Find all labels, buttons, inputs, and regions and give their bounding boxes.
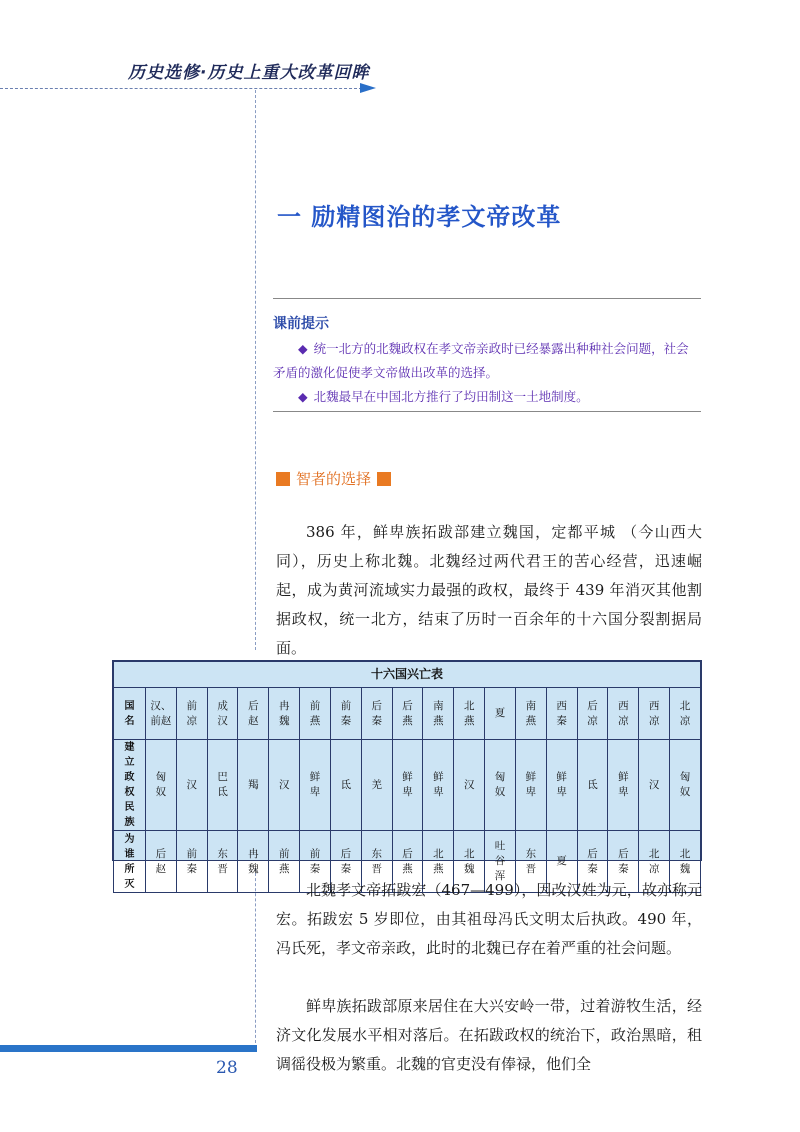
state-name-cell: 前 燕	[300, 688, 331, 740]
state-name-cell: 南 燕	[515, 688, 546, 740]
founding-people-cell: 巴 氐	[207, 740, 238, 831]
margin-divider-lower	[255, 868, 256, 1048]
square-bullet-icon	[276, 472, 290, 486]
state-name-cell: 前 凉	[176, 688, 207, 740]
state-name-cell: 北 燕	[454, 688, 485, 740]
table-row	[114, 740, 701, 831]
state-name-cell: 西 凉	[639, 688, 670, 740]
state-name-cell: 后 秦	[361, 688, 392, 740]
founding-people-cell: 氐	[330, 740, 361, 831]
book-header-title: 历史选修·历史上重大改革回眸	[128, 63, 370, 83]
state-name-cell: 前 秦	[330, 688, 361, 740]
destroyed-by-cell: 后 秦	[608, 831, 639, 893]
destroyed-by-cell: 北 燕	[423, 831, 454, 893]
destroyed-by-cell: 后 秦	[577, 831, 608, 893]
founding-people-cell: 鲜 卑	[392, 740, 423, 831]
table-grid	[113, 661, 701, 893]
state-name-cell: 汉、 前赵	[146, 688, 177, 740]
founding-people-cell: 鲜 卑	[608, 740, 639, 831]
body-paragraph: 鲜卑族拓跋部原来居住在大兴安岭一带，过着游牧生活，经济文化发展水平相对落后。在拓跋政权的统治下，政治黑暗，租调徭役极为繁重。北魏的官吏没有俸禄，他们全	[276, 997, 702, 1073]
founding-people-cell: 鲜 卑	[423, 740, 454, 831]
destroyed-by-cell: 前 燕	[269, 831, 300, 893]
founding-people-cell: 鲜 卑	[300, 740, 331, 831]
founding-people-cell: 汉	[269, 740, 300, 831]
page-number: 28	[216, 1058, 238, 1078]
tip-item	[273, 385, 701, 409]
founding-people-cell: 汉	[454, 740, 485, 831]
state-name-cell: 成 汉	[207, 688, 238, 740]
founding-people-cell: 匈 奴	[146, 740, 177, 831]
tip-text: 统一北方的北魏政权在孝文帝亲政时已经暴露出种种社会问题，社会矛盾的激化促使孝文帝做出改革的选择。	[273, 341, 689, 380]
destroyed-by-cell: 后 秦	[330, 831, 361, 893]
destroyed-by-cell: 北 魏	[454, 831, 485, 893]
destroyed-by-cell: 东 晋	[207, 831, 238, 893]
row-header-cell: 建 立 政 权 民 族	[114, 740, 146, 831]
lesson-title: 一 励精图治的孝文帝改革	[277, 203, 562, 231]
state-name-cell: 北 凉	[670, 688, 701, 740]
diamond-bullet-icon: ◆	[298, 341, 308, 356]
section-heading	[276, 468, 391, 489]
founding-people-cell: 鲜 卑	[546, 740, 577, 831]
sixteen-kingdoms-table	[112, 660, 702, 890]
row-header-cell: 国 名	[114, 688, 146, 740]
tips-title: 课前提示	[273, 316, 329, 332]
state-name-cell: 后 赵	[238, 688, 269, 740]
state-name-cell: 南 燕	[423, 688, 454, 740]
founding-people-cell: 鲜 卑	[515, 740, 546, 831]
destroyed-by-cell: 前 秦	[300, 831, 331, 893]
body-paragraph: 386 年，鲜卑族拓跋部建立魏国，定都平城 （今山西大同），历史上称北魏。北魏经过两代君王的苦心经营，迅速崛起，成为黄河流域实力最强的政权，最终于 439 年消灭其他割据政权，统一北方，结束了历时一百余年的十六国分裂割据局面。	[276, 523, 702, 657]
body-paragraph: 北魏孝文帝拓跋宏（467—499），因改汉姓为元，故亦称元宏。拓跋宏 5 岁即位，由其祖母冯氏文明太后执政。490 年，冯氏死，孝文帝亲政，此时的北魏已存在着严重的社会问题。	[276, 881, 702, 957]
founding-people-cell: 匈 奴	[485, 740, 516, 831]
state-name-cell: 夏	[485, 688, 516, 740]
section-title: 智者的选择	[296, 470, 372, 488]
state-name-cell: 西 凉	[608, 688, 639, 740]
founding-people-cell: 汉	[176, 740, 207, 831]
row-header-cell: 为 谁 所 灭	[114, 831, 146, 893]
founding-people-cell: 匈 奴	[670, 740, 701, 831]
destroyed-by-cell: 吐 谷 浑	[485, 831, 516, 893]
founding-people-cell: 羯	[238, 740, 269, 831]
destroyed-by-cell: 后 燕	[392, 831, 423, 893]
table-row	[114, 688, 701, 740]
footer-bar	[0, 1045, 257, 1052]
state-name-cell: 后 燕	[392, 688, 423, 740]
state-name-cell: 冉 魏	[269, 688, 300, 740]
tips-body	[273, 337, 701, 409]
destroyed-by-cell: 夏	[546, 831, 577, 893]
destroyed-by-cell: 东 晋	[361, 831, 392, 893]
state-name-cell: 后 凉	[577, 688, 608, 740]
destroyed-by-cell: 北 魏	[670, 831, 701, 893]
table-caption: 十六国兴亡表	[114, 662, 701, 688]
founding-people-cell: 羌	[361, 740, 392, 831]
header-arrow-icon	[360, 83, 376, 93]
destroyed-by-cell: 北 凉	[639, 831, 670, 893]
header-divider	[0, 88, 362, 89]
pre-class-tips	[273, 298, 701, 412]
destroyed-by-cell: 前 秦	[176, 831, 207, 893]
margin-divider	[255, 90, 256, 650]
founding-people-cell: 汉	[639, 740, 670, 831]
tip-item	[273, 337, 701, 385]
destroyed-by-cell: 后 赵	[146, 831, 177, 893]
state-name-cell: 西 秦	[546, 688, 577, 740]
diamond-bullet-icon: ◆	[298, 389, 308, 404]
destroyed-by-cell: 冉 魏	[238, 831, 269, 893]
destroyed-by-cell: 东 晋	[515, 831, 546, 893]
founding-people-cell: 氐	[577, 740, 608, 831]
tip-text: 北魏最早在中国北方推行了均田制这一土地制度。	[313, 389, 589, 404]
square-bullet-icon	[377, 472, 391, 486]
